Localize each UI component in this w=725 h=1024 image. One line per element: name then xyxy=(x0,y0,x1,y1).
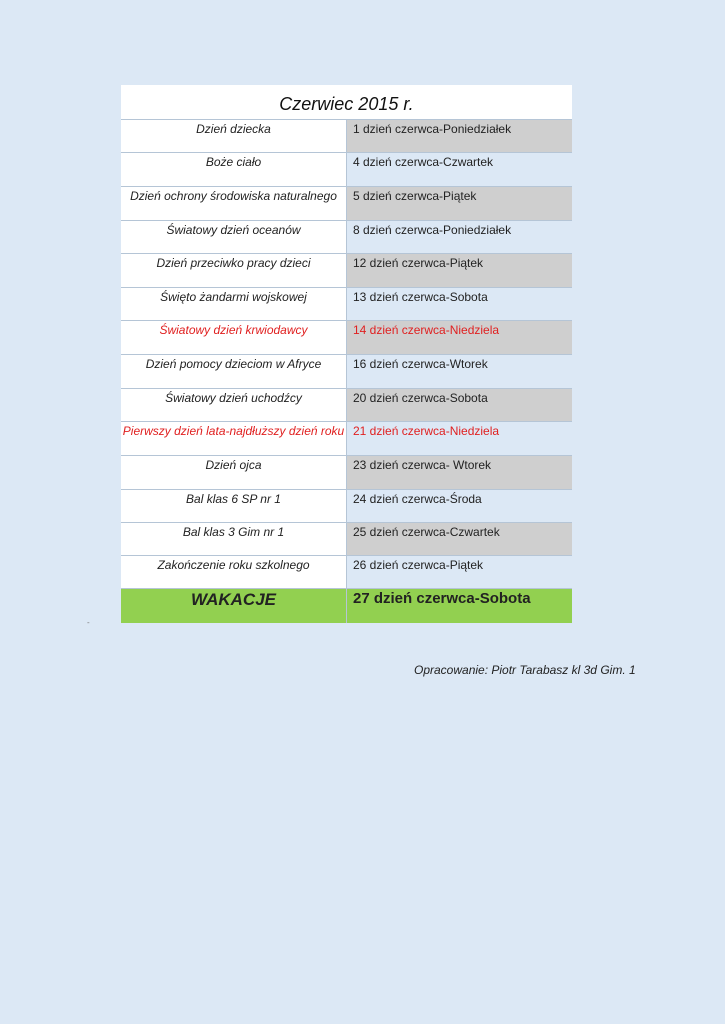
event-name: Dzień przeciwko pracy dzieci xyxy=(156,256,311,270)
event-name: Światowy dzień krwiodawcy xyxy=(159,323,308,337)
date-cell xyxy=(347,321,573,355)
event-name: Boże ciało xyxy=(205,155,262,169)
table-row xyxy=(121,288,572,321)
date-text: 12 dzień czerwca-Piątek xyxy=(353,256,484,270)
date-cell xyxy=(347,389,573,422)
date-cell xyxy=(347,187,573,221)
event-name: Dzień pomocy dzieciom w Afryce xyxy=(145,357,322,371)
table-row xyxy=(121,556,572,589)
date-text: 16 dzień czerwca-Wtorek xyxy=(353,357,488,371)
table-row xyxy=(121,187,572,221)
date-text: 14 dzień czerwca-Niedziela xyxy=(353,323,500,337)
date-text: 8 dzień czerwca-Poniedziałek xyxy=(353,223,512,237)
date-cell xyxy=(347,153,573,187)
event-cell xyxy=(121,389,347,422)
event-cell xyxy=(121,221,347,254)
date-text: 5 dzień czerwca-Piątek xyxy=(353,189,477,203)
vacation-label: WAKACJE xyxy=(190,590,276,609)
date-text: 25 dzień czerwca-Czwartek xyxy=(353,525,500,539)
date-cell xyxy=(347,523,573,556)
event-name: Dzień dziecka xyxy=(196,122,271,136)
june-calendar-table xyxy=(121,85,572,623)
table-row xyxy=(121,456,572,490)
table-row xyxy=(121,120,572,153)
event-cell xyxy=(121,120,347,153)
date-text: 20 dzień czerwca-Sobota xyxy=(353,391,488,405)
event-name: Bal klas 6 SP nr 1 xyxy=(186,492,281,506)
event-cell xyxy=(121,490,347,523)
credit-text: Opracowanie: Piotr Tarabasz kl 3d Gim. 1 xyxy=(414,663,636,677)
date-cell xyxy=(347,355,573,389)
event-cell xyxy=(121,422,347,456)
table-row xyxy=(121,523,572,556)
event-cell xyxy=(121,321,347,355)
vacation-date: 27 dzień czerwca-Sobota xyxy=(353,590,531,607)
event-cell xyxy=(121,254,347,288)
event-cell xyxy=(121,187,347,221)
event-cell xyxy=(121,523,347,556)
event-name: Światowy dzień oceanów xyxy=(166,223,301,237)
table-row xyxy=(121,221,572,254)
table-row xyxy=(121,355,572,389)
date-cell xyxy=(347,490,573,523)
vacation-row xyxy=(121,589,572,624)
table-row xyxy=(121,153,572,187)
event-name: Dzień ochrony środowiska naturalnego xyxy=(130,189,337,203)
date-cell xyxy=(347,422,573,456)
vacation-event-cell xyxy=(121,589,347,624)
date-text: 1 dzień czerwca-Poniedziałek xyxy=(353,122,512,136)
date-cell xyxy=(347,288,573,321)
event-cell xyxy=(121,153,347,187)
date-text: 13 dzień czerwca-Sobota xyxy=(353,290,488,304)
table-row xyxy=(121,321,572,355)
calendar-body xyxy=(121,85,572,623)
event-cell xyxy=(121,355,347,389)
date-text: 23 dzień czerwca- Wtorek xyxy=(353,458,492,472)
stray-mark: - xyxy=(87,618,90,627)
event-cell xyxy=(121,556,347,589)
event-name: Bal klas 3 Gim nr 1 xyxy=(182,525,285,539)
date-cell xyxy=(347,120,573,153)
date-text: 26 dzień czerwca-Piątek xyxy=(353,558,484,572)
event-cell xyxy=(121,456,347,490)
date-text: 4 dzień czerwca-Czwartek xyxy=(353,155,494,169)
date-cell xyxy=(347,556,573,589)
event-name: Światowy dzień uchodźcy xyxy=(165,391,302,405)
table-title xyxy=(121,85,572,120)
table-title-text: Czerwiec 2015 r. xyxy=(279,94,414,114)
date-text: 24 dzień czerwca-Środa xyxy=(353,492,482,506)
date-cell xyxy=(347,254,573,288)
date-text: 21 dzień czerwca-Niedziela xyxy=(353,424,500,438)
title-row xyxy=(121,85,572,120)
table-row xyxy=(121,254,572,288)
event-name: Zakończenie roku szkolnego xyxy=(157,558,310,572)
event-cell xyxy=(121,288,347,321)
event-name: Święto żandarmi wojskowej xyxy=(160,290,307,304)
table-row xyxy=(121,422,572,456)
date-cell xyxy=(347,456,573,490)
table-row xyxy=(121,490,572,523)
date-cell xyxy=(347,221,573,254)
table-row xyxy=(121,389,572,422)
event-name: Pierwszy dzień lata-najdłuższy dzień roku xyxy=(122,424,345,438)
vacation-date-cell xyxy=(347,589,573,624)
event-name: Dzień ojca xyxy=(205,458,262,472)
